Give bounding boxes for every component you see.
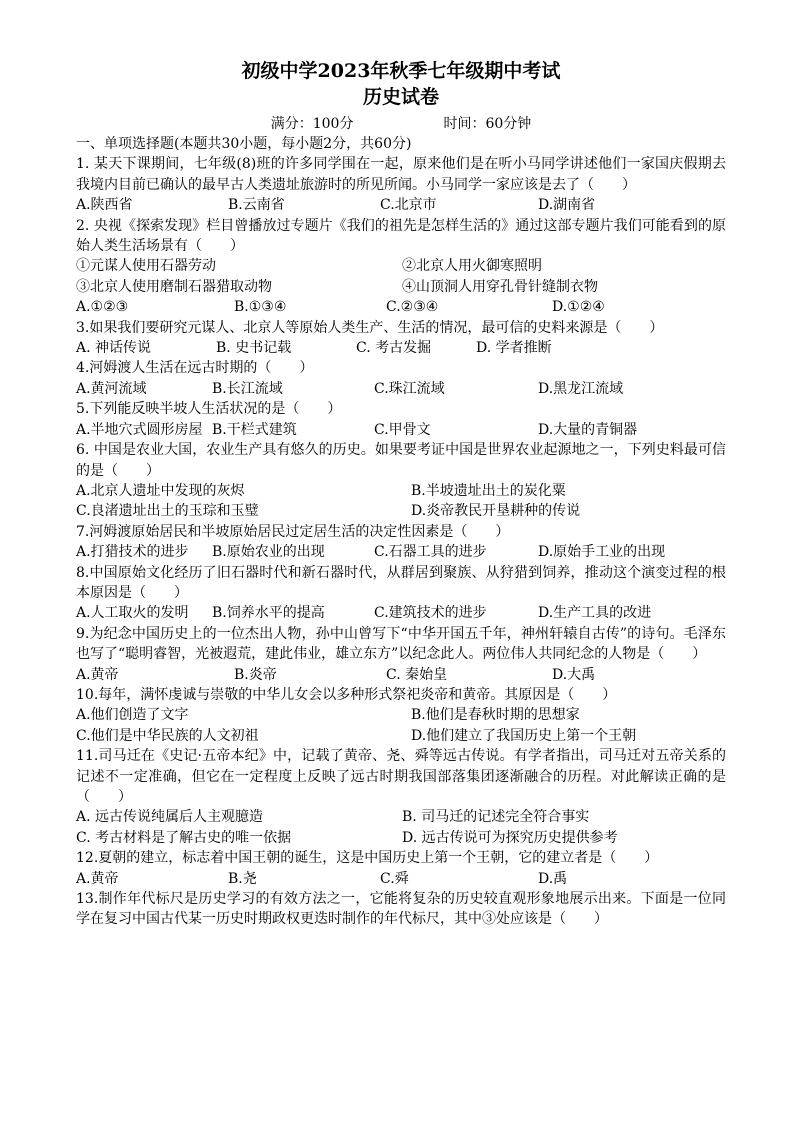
option-b: B.干栏式建筑: [212, 421, 297, 438]
question-6-options: [76, 481, 726, 522]
exam-subtitle: 历史试卷: [362, 86, 439, 108]
option-d: D. 学者推断: [476, 340, 552, 357]
option-b: B.①③④: [234, 299, 287, 316]
question-7: 7.河姆渡原始居民和半坡原始居民过定居生活的决定性因素是（ ）: [76, 523, 510, 540]
option-d: D.大量的青铜器: [538, 421, 638, 438]
full-score: 满分：100分: [270, 116, 354, 132]
question-2: 2. 央视《探索发现》栏目曾播放过专题片《我们的祖先是怎样生活的》通过这部专题片我们可能看到的原始人类生活场景有（ ）: [76, 217, 726, 255]
option-a: A.①②③: [76, 299, 129, 316]
item-3: ③北京人使用磨制石器猎取动物: [76, 278, 272, 295]
option-d: D.黑龙江流域: [538, 380, 624, 397]
question-2-options: [76, 297, 726, 317]
question-5: 5.下列能反映半坡人生活状况的是（ ）: [76, 401, 342, 418]
option-b: B. 史书记载: [216, 340, 292, 357]
question-1: 1. 某天下课期间，七年级(8)班的许多同学围在一起，原来他们是在听小马同学讲述他们一家国庆假期去我境内目前已确认的最早古人类遗址旅游时的所见所闻。小马同学一家应该是去了（ ）: [76, 156, 726, 193]
option-d: D.炎帝教民开垦耕种的传说: [411, 503, 581, 520]
option-c: C.他们是中华民族的人文初祖: [76, 727, 259, 744]
item-2: ②北京人用火御寒照明: [402, 258, 542, 275]
item-4: ④山顶洞人用穿孔骨针缝制衣物: [402, 278, 598, 295]
option-d: D.大禹: [552, 666, 596, 683]
question-12-options: [76, 869, 726, 889]
option-c: C.建筑技术的进步: [374, 605, 487, 622]
option-b: B.饲养水平的提高: [212, 605, 325, 622]
option-d: D.禹: [538, 870, 568, 887]
option-d: D.他们建立了我国历史上第一个王朝: [411, 727, 637, 744]
item-1: ①元谋人使用石器劳动: [76, 258, 216, 275]
section-heading: 一、单项选择题(本题共30小题，每小题2分，共60分): [76, 136, 412, 152]
question-5-options: [76, 420, 726, 440]
option-a: A.北京人遗址中发现的灰烬: [76, 482, 245, 499]
option-c: C. 考古材料是了解古史的唯一依据: [76, 829, 292, 846]
option-b: B.云南省: [228, 197, 285, 214]
option-a: A.黄帝: [76, 870, 119, 887]
question-10-options: [76, 705, 726, 746]
option-c: C.甲骨文: [374, 421, 431, 438]
question-3-options: [76, 338, 726, 358]
exam-time: 时间：60分钟: [443, 116, 532, 132]
exam-meta: [76, 114, 726, 134]
option-d: D.湖南省: [538, 197, 596, 214]
option-a: A.陕西省: [76, 197, 133, 214]
question-11: 11.司马迁在《史记·五帝本纪》中，记载了黄帝、尧、舜等远古传说。有学者指出，司马迁对五帝关系的记述不一定准确，但它在一定程度上反映了远古时期我国部落集团逐渐融合的历程。对此解读正确的是（ ）: [76, 748, 726, 805]
option-c: C.石器工具的进步: [374, 544, 487, 561]
question-6: 6. 中国是农业大国，农业生产具有悠久的历史。如果要考证中国是世界农业起源地之一，下列史料最可信的是（ ）: [76, 442, 726, 479]
option-b: B.长江流域: [212, 380, 283, 397]
question-12: 12.夏朝的建立，标志着中国王朝的诞生，这是中国历史上第一个王朝，它的建立者是（ ）: [76, 850, 659, 867]
question-3: 3.如果我们要研究元谋人、北京人等原始人类生产、生活的情况，最可信的史料来源是（ ）: [76, 319, 664, 336]
option-a: A. 神话传说: [76, 340, 152, 357]
option-c: C.珠江流域: [374, 380, 445, 397]
option-d: D.原始手工业的出现: [538, 544, 666, 561]
option-c: C.②③④: [386, 299, 439, 316]
question-1-options: [76, 195, 726, 215]
option-c: C.舜: [380, 870, 409, 887]
option-d: D. 远古传说可为探究历史提供参考: [402, 829, 618, 846]
option-a: A.人工取火的发明: [76, 605, 189, 622]
option-b: B. 司马迁的记述完全符合事实: [402, 809, 590, 826]
option-a: A.半地穴式圆形房屋: [76, 421, 203, 438]
option-d: D.①②④: [552, 299, 605, 316]
option-a: A.打猎技术的进步: [76, 544, 189, 561]
exam-page: [76, 58, 726, 930]
question-9: 9.为纪念中国历史上的一位杰出人物，孙中山曾写下“中华开国五千年，神州轩辕自古传”的诗句。毛泽东也写了“聪明睿智，光被遐荒，建此伟业，雄立东方”以纪念此人。两位伟人共同纪念的人物是（ ）: [76, 625, 726, 663]
question-11-options: [76, 807, 726, 848]
option-c: C.良渚遗址出土的玉琮和玉璧: [76, 503, 259, 520]
exam-title: 初级中学2023年秋季七年级期中考试: [241, 60, 561, 82]
question-9-options: [76, 665, 726, 685]
option-c: C. 考古发掘: [356, 340, 432, 357]
question-4-options: [76, 379, 726, 399]
question-13: 13.制作年代标尺是历史学习的有效方法之一，它能将复杂的历史较直观形象地展示出来。下面是一位同学在复习中国古代某一历史时期政权更迭时制作的年代标尺，其中③处应该是（ ）: [76, 891, 726, 928]
option-b: B.尧: [228, 870, 257, 887]
question-8-options: [76, 603, 726, 623]
option-d: D.生产工具的改进: [538, 605, 652, 622]
question-4: 4.河姆渡人生活在远古时期的（ ）: [76, 360, 314, 377]
option-a: A.黄河流域: [76, 380, 147, 397]
question-10: 10.每年，满怀虔诚与崇敬的中华儿女会以多种形式祭祀炎帝和黄帝。其原因是（ ）: [76, 686, 617, 703]
option-b: B.他们是春秋时期的思想家: [411, 707, 580, 724]
option-c: C.北京市: [380, 197, 437, 214]
option-c: C. 秦始皇: [386, 666, 448, 683]
option-b: B.半坡遗址出土的炭化粟: [411, 482, 566, 499]
option-b: B.炎帝: [234, 666, 277, 683]
option-a: A.他们创造了文字: [76, 707, 189, 724]
option-a: A. 远古传说纯属后人主观臆造: [76, 809, 264, 826]
question-2-items: [76, 256, 726, 297]
question-8: 8.中国原始文化经历了旧石器时代和新石器时代，从群居到聚族、从狩猎到饲养，推动这个演变过程的根本原因是（ ）: [76, 564, 726, 601]
option-a: A.黄帝: [76, 666, 119, 683]
option-b: B.原始农业的出现: [212, 544, 325, 561]
question-7-options: [76, 542, 726, 562]
